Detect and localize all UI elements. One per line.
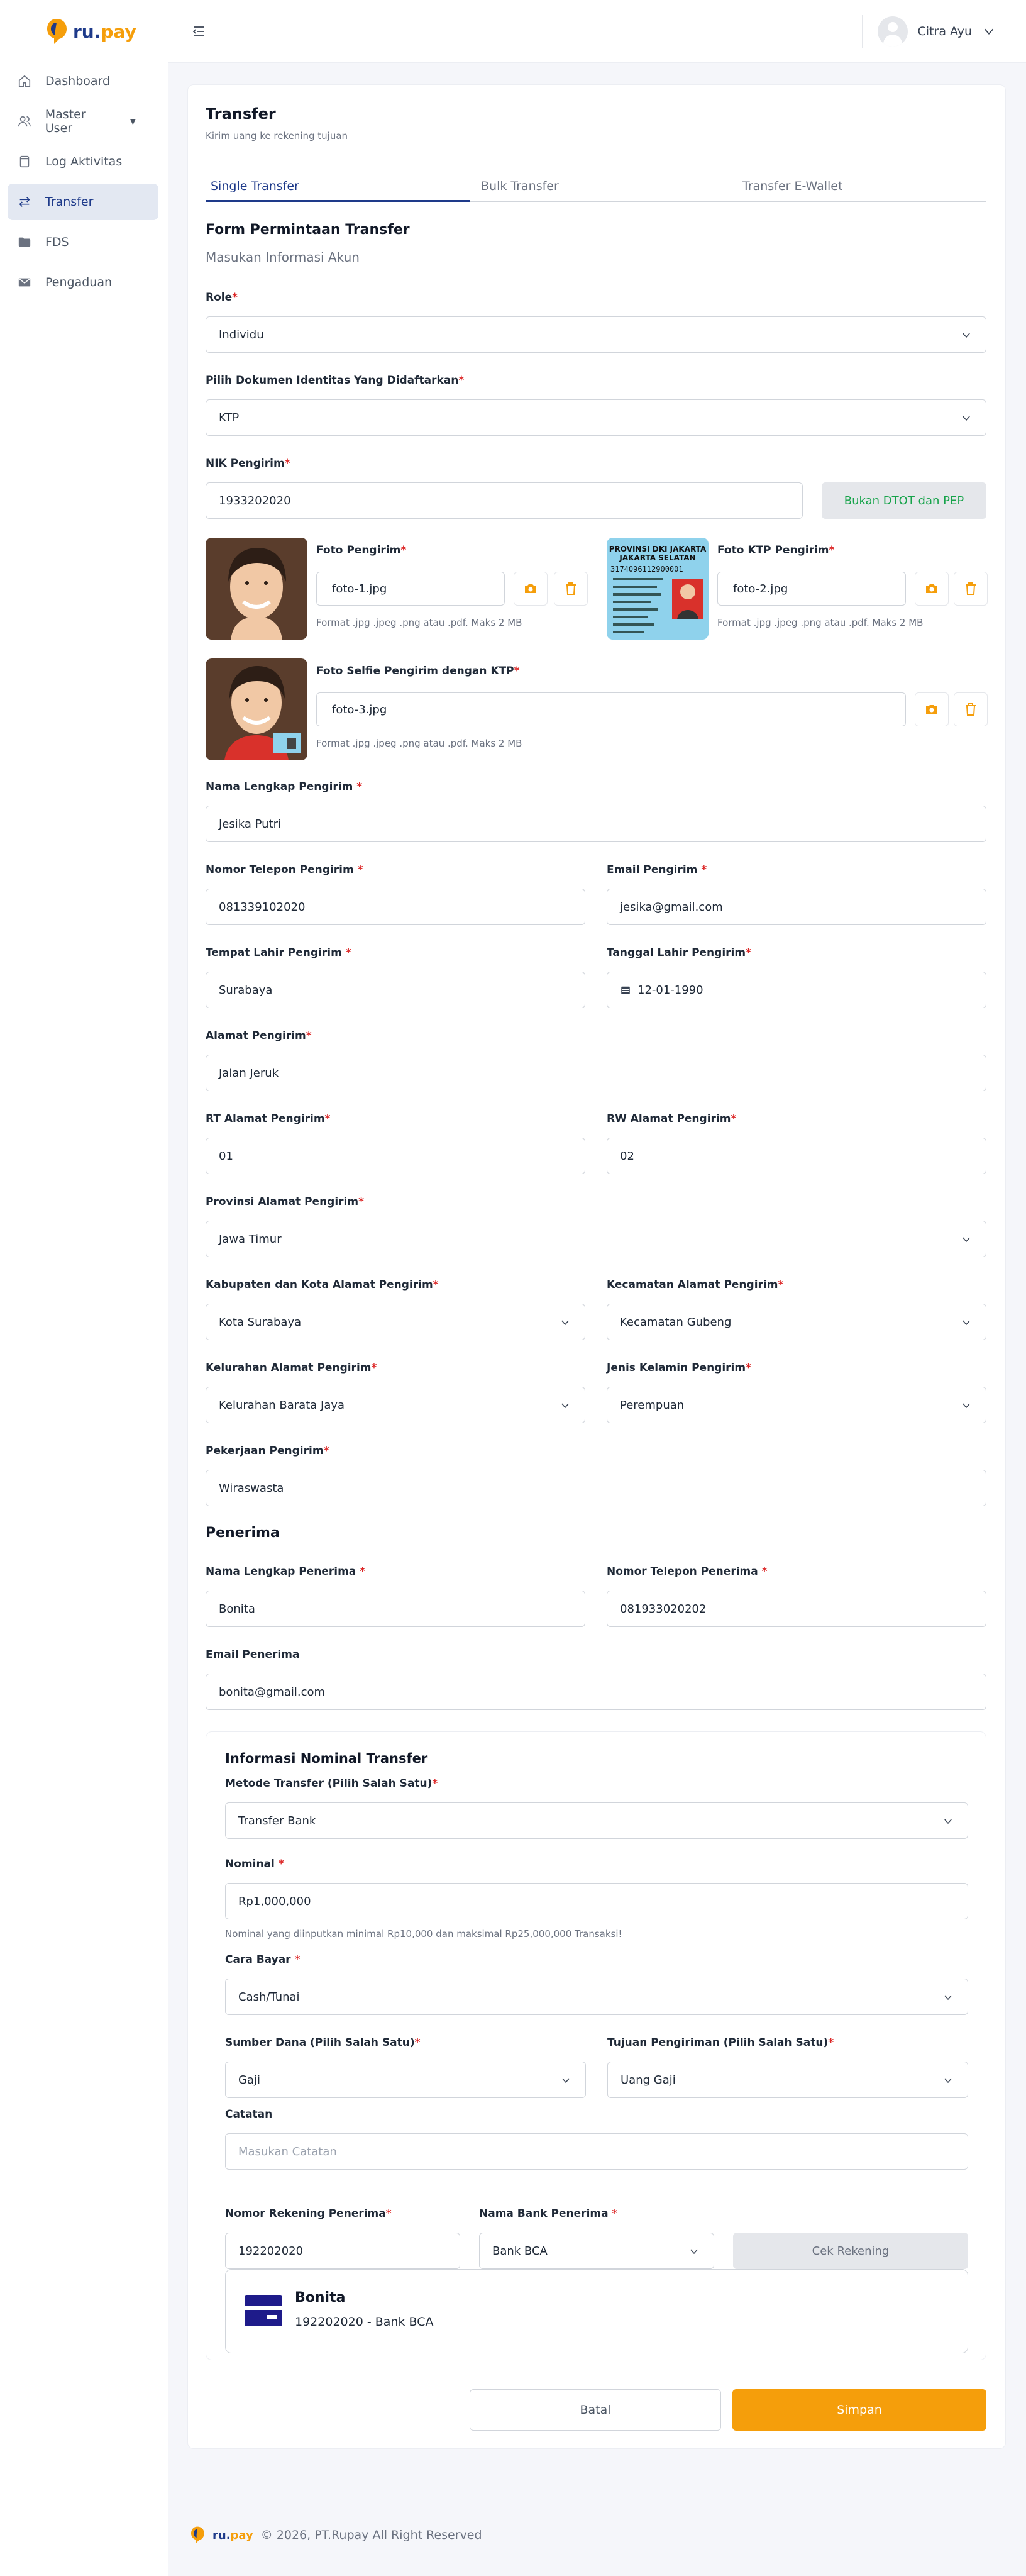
footer <box>190 2526 482 2545</box>
foto-pengirim-camera-button[interactable] <box>514 572 548 606</box>
trash-icon <box>963 702 978 717</box>
camera-icon <box>523 581 538 596</box>
tab-bulk-transfer[interactable]: Bulk Transfer <box>481 179 559 193</box>
foto-ktp-camera-button[interactable] <box>915 572 949 606</box>
penerima-title: Penerima <box>206 1525 280 1541</box>
rekening-result-detail: 192202020 - Bank BCA <box>295 2315 434 2329</box>
tempat-lahir-input[interactable]: Surabaya <box>206 972 585 1008</box>
provinsi-select[interactable]: Jawa Timur <box>206 1221 986 1257</box>
trash-icon <box>963 581 978 596</box>
alamat-input[interactable]: Jalan Jeruk <box>206 1055 986 1091</box>
nominal-input[interactable]: Rp1,000,000 <box>225 1883 968 1919</box>
rw-label: RW Alamat Pengirim* <box>607 1113 737 1125</box>
tab-transfer-e-wallet[interactable]: Transfer E-Wallet <box>742 179 843 193</box>
tempat-lahir-label: Tempat Lahir Pengirim * <box>206 947 351 959</box>
chevron-down-icon <box>560 1400 571 1411</box>
provinsi-label: Provinsi Alamat Pengirim* <box>206 1196 364 1208</box>
sidebar-nav <box>8 63 158 304</box>
footer-logo-icon <box>190 2526 205 2545</box>
cek-rekening-button[interactable]: Cek Rekening <box>733 2233 968 2269</box>
simpan-button[interactable]: Simpan <box>732 2389 986 2431</box>
chevron-down-icon <box>961 413 972 424</box>
sidebar-item-fds[interactable] <box>8 224 158 260</box>
rt-input[interactable]: 01 <box>206 1138 585 1174</box>
metode-label: Metode Transfer (Pilih Salah Satu)* <box>225 1777 438 1790</box>
user-name: Citra Ayu <box>917 25 972 38</box>
mail-icon <box>18 275 31 289</box>
form-title: Form Permintaan Transfer <box>206 222 410 238</box>
sidebar-item-label: FDS <box>45 235 69 249</box>
bank-label: Nama Bank Penerima * <box>479 2207 618 2220</box>
sidebar-item-pengaduan[interactable] <box>8 264 158 301</box>
chevron-down-icon <box>961 330 972 341</box>
nominal-title: Informasi Nominal Transfer <box>225 1751 428 1766</box>
svg-text:JAKARTA SELATAN: JAKARTA SELATAN <box>619 553 696 562</box>
foto-selfie-preview <box>206 658 307 760</box>
foto-ktp-hint: Format .jpg .jpeg .png atau .pdf. Maks 2 MB <box>717 617 924 628</box>
tab-active-indicator <box>206 200 470 202</box>
svg-text:PROVINSI DKI JAKARTA: PROVINSI DKI JAKARTA <box>609 545 707 553</box>
sidebar-item-dashboard[interactable] <box>8 63 158 99</box>
tanggal-lahir-input[interactable]: 12-01-1990 <box>607 972 986 1008</box>
cara-bayar-label: Cara Bayar * <box>225 1953 301 1966</box>
role-select[interactable]: Individu <box>206 316 986 353</box>
rekening-result-card <box>225 2269 968 2353</box>
topbar <box>168 0 1026 63</box>
kabupaten-select[interactable]: Kota Surabaya <box>206 1304 585 1340</box>
menu-toggle-icon[interactable] <box>191 24 206 39</box>
nama-pengirim-input[interactable]: Jesika Putri <box>206 806 986 842</box>
batal-button[interactable]: Batal <box>470 2389 721 2431</box>
nominal-hint: Nominal yang diinputkan minimal Rp10,000 dan maksimal Rp25,000,000 Transaksi! <box>225 1928 622 1940</box>
sidebar-item-label: Master User <box>45 108 86 135</box>
pekerjaan-label: Pekerjaan Pengirim* <box>206 1445 329 1457</box>
form-subtitle: Masukan Informasi Akun <box>206 250 360 265</box>
foto-selfie-hint: Format .jpg .jpeg .png atau .pdf. Maks 2 MB <box>316 738 522 749</box>
nominal-card <box>206 1731 986 2360</box>
foto-pengirim-delete-button[interactable] <box>554 572 588 606</box>
sumber-dana-label: Sumber Dana (Pilih Salah Satu)* <box>225 2036 421 2049</box>
catatan-label: Catatan <box>225 2108 273 2121</box>
nama-pengirim-label: Nama Lengkap Pengirim * <box>206 780 363 793</box>
chevron-down-icon <box>942 1992 954 2003</box>
kecamatan-select[interactable]: Kecamatan Gubeng <box>607 1304 986 1340</box>
svg-text:3174096112900001: 3174096112900001 <box>610 565 683 574</box>
camera-icon <box>924 702 939 717</box>
nominal-label: Nominal * <box>225 1858 284 1870</box>
cara-bayar-select[interactable]: Cash/Tunai <box>225 1979 968 2015</box>
pekerjaan-input[interactable]: Wiraswasta <box>206 1470 986 1506</box>
bank-card-icon <box>245 2295 282 2326</box>
home-icon <box>18 74 31 88</box>
chevron-down-icon <box>942 1816 954 1827</box>
kabupaten-label: Kabupaten dan Kota Alamat Pengirim* <box>206 1279 439 1291</box>
footer-logo-text: ru.pay <box>212 2528 253 2542</box>
foto-selfie-delete-button[interactable] <box>954 692 988 726</box>
nama-penerima-input[interactable]: Bonita <box>206 1591 585 1627</box>
telepon-penerima-input[interactable]: 081933020202 <box>607 1591 986 1627</box>
email-pengirim-label: Email Pengirim * <box>607 863 707 876</box>
sidebar-item-master-user[interactable] <box>8 103 158 140</box>
sidebar-item-label: Log Aktivitas <box>45 155 123 169</box>
chevron-down-icon <box>560 2075 571 2086</box>
page-title: Transfer <box>206 105 276 123</box>
doc-label: Pilih Dokumen Identitas Yang Didaftarkan* <box>206 374 465 387</box>
app-logo[interactable] <box>45 18 136 45</box>
catatan-input[interactable]: Masukan Catatan <box>225 2133 968 2170</box>
chevron-down-icon <box>560 1317 571 1328</box>
footer-copyright: © 2026, PT.Rupay All Right Reserved <box>260 2528 482 2542</box>
transfer-icon <box>18 195 31 209</box>
foto-selfie-label: Foto Selfie Pengirim dengan KTP* <box>316 665 520 677</box>
rekening-input[interactable]: 192202020 <box>225 2233 460 2269</box>
sidebar-item-label: Dashboard <box>45 74 111 88</box>
rekening-result-name: Bonita <box>295 2290 346 2306</box>
sidebar-item-label: Transfer <box>45 195 94 209</box>
jenis-kelamin-label: Jenis Kelamin Pengirim* <box>607 1362 751 1374</box>
jenis-kelamin-select[interactable]: Perempuan <box>607 1387 986 1423</box>
foto-selfie-camera-button[interactable] <box>915 692 949 726</box>
chevron-down-icon <box>961 1317 972 1328</box>
document-icon <box>18 155 31 169</box>
rekening-label: Nomor Rekening Penerima* <box>225 2207 392 2220</box>
doc-select[interactable]: KTP <box>206 399 986 436</box>
nama-penerima-label: Nama Lengkap Penerima * <box>206 1565 366 1578</box>
nik-input[interactable]: 1933202020 <box>206 482 803 519</box>
bank-select[interactable]: Bank BCA <box>479 2233 714 2269</box>
sidebar <box>0 0 168 2576</box>
users-icon <box>18 114 31 128</box>
role-label: Role* <box>206 291 238 304</box>
chevron-down-icon <box>961 1234 972 1245</box>
sidebar-item-label: Pengaduan <box>45 275 113 289</box>
foto-ktp-preview <box>607 538 709 640</box>
folder-icon <box>18 235 31 249</box>
kecamatan-label: Kecamatan Alamat Pengirim* <box>607 1279 784 1291</box>
email-penerima-input[interactable]: bonita@gmail.com <box>206 1674 986 1710</box>
tanggal-lahir-label: Tanggal Lahir Pengirim* <box>607 947 751 959</box>
tujuan-label: Tujuan Pengiriman (Pilih Salah Satu)* <box>607 2036 834 2049</box>
alamat-label: Alamat Pengirim* <box>206 1030 312 1042</box>
sidebar-item-log-aktivitas[interactable] <box>8 143 158 180</box>
logo-text: ru.pay <box>73 21 136 42</box>
avatar <box>878 16 908 47</box>
tujuan-select[interactable]: Uang Gaji <box>607 2062 968 2098</box>
chevron-down-icon <box>688 2246 700 2257</box>
metode-select[interactable]: Transfer Bank <box>225 1802 968 1839</box>
tab-single-transfer[interactable]: Single Transfer <box>211 179 299 193</box>
chevron-down-icon <box>961 1400 972 1411</box>
chevron-down-icon <box>942 2075 954 2086</box>
telepon-pengirim-label: Nomor Telepon Pengirim * <box>206 863 363 876</box>
bukan-dtot-pep-button[interactable]: Bukan DTOT dan PEP <box>822 482 986 519</box>
transfer-card <box>187 84 1006 2449</box>
rt-label: RT Alamat Pengirim* <box>206 1113 331 1125</box>
foto-selfie-file[interactable]: foto-3.jpg <box>316 692 906 726</box>
foto-pengirim-hint: Format .jpg .jpeg .png atau .pdf. Maks 2 MB <box>316 617 522 628</box>
kelurahan-label: Kelurahan Alamat Pengirim* <box>206 1362 377 1374</box>
foto-pengirim-label: Foto Pengirim* <box>316 544 407 557</box>
sidebar-item-transfer[interactable] <box>8 184 158 220</box>
kelurahan-select[interactable]: Kelurahan Barata Jaya <box>206 1387 585 1423</box>
nik-label: NIK Pengirim* <box>206 457 290 470</box>
telepon-penerima-label: Nomor Telepon Penerima * <box>607 1565 768 1578</box>
tab-bar <box>206 173 986 202</box>
foto-ktp-label: Foto KTP Pengirim* <box>717 544 835 557</box>
calendar-icon <box>620 984 631 996</box>
user-menu[interactable] <box>862 15 996 48</box>
email-penerima-label: Email Penerima <box>206 1648 300 1661</box>
logo-mark-icon <box>45 18 68 45</box>
page-subtitle: Kirim uang ke rekening tujuan <box>206 130 348 142</box>
trash-icon <box>563 581 578 596</box>
foto-pengirim-file[interactable]: foto-1.jpg <box>316 572 505 606</box>
email-pengirim-input[interactable]: jesika@gmail.com <box>607 889 986 925</box>
foto-ktp-delete-button[interactable] <box>954 572 988 606</box>
camera-icon <box>924 581 939 596</box>
foto-pengirim-preview <box>206 538 307 640</box>
sumber-dana-select[interactable]: Gaji <box>225 2062 586 2098</box>
foto-ktp-file[interactable]: foto-2.jpg <box>717 572 906 606</box>
chevron-down-icon <box>982 25 996 38</box>
telepon-pengirim-input[interactable]: 081339102020 <box>206 889 585 925</box>
rw-input[interactable]: 02 <box>607 1138 986 1174</box>
caret-down-icon: ▼ <box>130 117 136 126</box>
